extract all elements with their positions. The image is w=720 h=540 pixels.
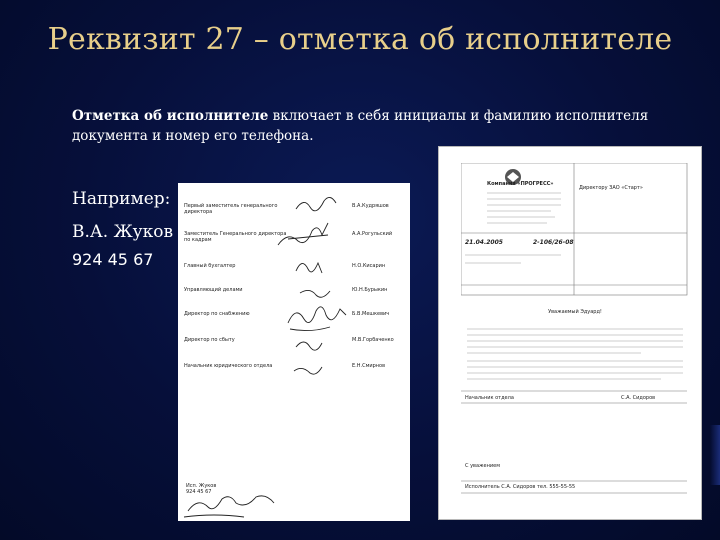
signer-role: Первый заместитель генерального директора (184, 203, 278, 215)
letter-date: 21.04.2005 (465, 239, 503, 246)
signer-role: Начальник юридического отдела (184, 363, 273, 369)
signer-name: В.А.Кудряшов (352, 203, 389, 209)
signer-role: Заместитель Генерального директора по кадрам (184, 231, 287, 243)
signer-name: Б.В.Мешкевич (352, 311, 390, 317)
slide-title: Реквизит 27 – отметка об исполнителе (47, 22, 673, 57)
example-name: В.А. Жуков (72, 222, 174, 242)
signer-name: А.А.Рогульский (352, 231, 393, 237)
signature-document-image (178, 183, 410, 521)
letter-number: 2-106/26-08 (533, 239, 574, 246)
signer-name: М.В.Горбаченко (352, 337, 394, 343)
letter-closing: С уважением (465, 463, 500, 469)
handwritten-signatures (178, 183, 410, 521)
example-label: Например: (72, 189, 171, 209)
letter-document-image (438, 146, 702, 520)
intro-paragraph (72, 106, 682, 146)
letter-signer-position: Начальник отдела (465, 395, 514, 401)
letter-executor: Исполнитель С.А. Сидоров тел. 555-55-55 (465, 484, 576, 490)
letter-signer-name: С.А. Сидоров (621, 395, 656, 401)
executor-note: Исп. Жуков 924 45 67 (186, 483, 217, 495)
letter-page (461, 163, 689, 509)
signer-name: Н.О.Кисарин (352, 263, 386, 269)
signer-role: Директор по снабжению (184, 311, 250, 317)
signer-name: Е.Н.Смирнов (352, 363, 386, 369)
letter-greeting: Уважаемый Эдуард! (548, 309, 602, 315)
signer-role: Главный бухгалтер (184, 263, 236, 269)
example-phone: 924 45 67 (72, 250, 154, 269)
letter-layout (461, 163, 689, 509)
intro-rest: включает в себя инициалы и фамилию исполнителя документа и номер его телефона. (72, 108, 649, 144)
slide-edge-shadow (710, 425, 720, 485)
signer-name: Ю.Н.Бурыкин (352, 287, 388, 293)
example-block (72, 183, 173, 249)
intro-term: Отметка об исполнителе (72, 108, 269, 124)
letter-recipient: Директору ЗАО «Старт» (579, 185, 643, 191)
signer-role: Директор по сбыту (184, 337, 235, 343)
letter-org: Компания «ПРОГРЕСС» (487, 181, 554, 187)
signer-role: Управляющий делами (184, 287, 243, 293)
